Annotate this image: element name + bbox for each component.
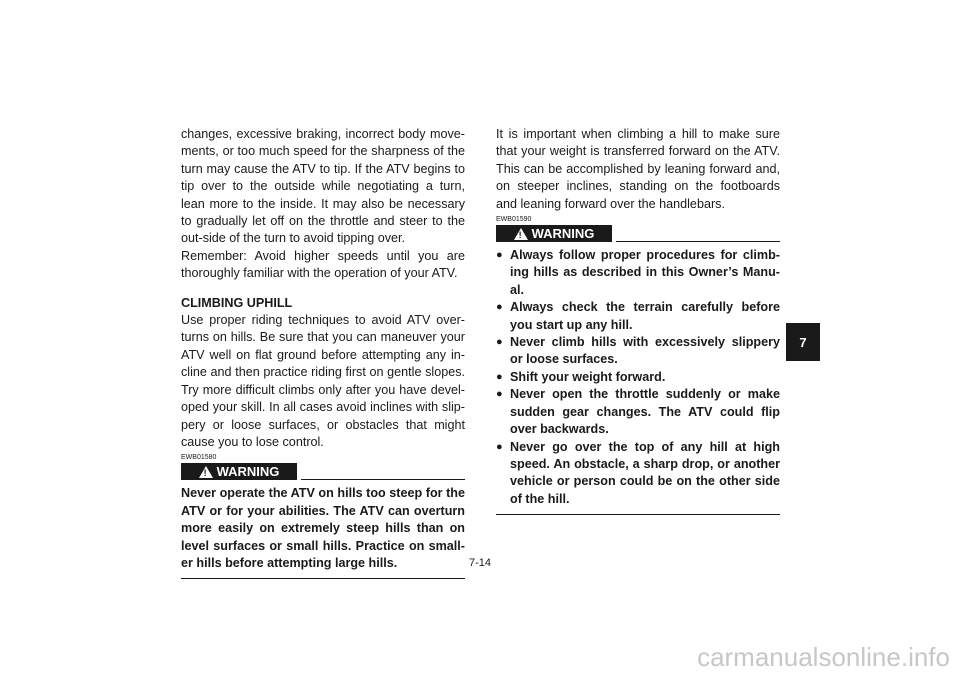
warning-code: EWB01590 — [496, 216, 532, 224]
left-column — [181, 126, 465, 579]
warning-rule — [616, 241, 780, 242]
warning-label: WARNING — [531, 226, 595, 242]
page-number: 7-14 — [468, 557, 492, 569]
warning-list — [496, 247, 780, 508]
watermark: carmanualsonline.info — [697, 642, 950, 672]
warning-code: EWB01580 — [181, 454, 217, 462]
warning-header — [181, 463, 465, 481]
warning-end-rule — [181, 578, 465, 579]
list-item: ● Never climb hills with excessively slippery or loose surfaces. — [496, 334, 780, 369]
climbing-paragraph: Use proper riding techniques to avoid ATV over-turns on hills. Be sure that you can maneuver your ATV well on flat ground before attempting any in-cline and then practice riding first on gentle slopes. Try more difficult climbs only after you have devel-oped your skill. In all cases avoid inclines with slip-pery or loose surfaces, or obstacles that might cause you to lose control. — [181, 313, 465, 449]
warning-badge — [496, 225, 612, 242]
list-item: ● Always check the terrain carefully before you start up any hill. — [496, 299, 780, 334]
list-item: ● Never open the throttle suddenly or make sudden gear changes. The ATV could flip over backwards. — [496, 386, 780, 438]
right-column — [496, 126, 780, 515]
warning-label: WARNING — [216, 464, 280, 480]
remember-paragraph: Remember: Avoid higher speeds until you are thoroughly familiar with the operation of your ATV. — [181, 248, 465, 281]
list-item: ● Always follow proper procedures for climb-ing hills as described in this Owner’s Manu-al. — [496, 247, 780, 299]
list-item: ● Never go over the top of any hill at high speed. An obstacle, a sharp drop, or another vehicle or person could be on the other side of the hill. — [496, 439, 780, 509]
warning-text: Never operate the ATV on hills too steep for the ATV or for your abilities. The ATV can overturn more easily on extremely steep hills than on level surfaces or small hills. Practice on small-er hills before attempting large hills. — [181, 486, 465, 570]
warning-rule — [301, 479, 465, 480]
weight-paragraph: It is important when climbing a hill to make sure that your weight is transferred forward on the ATV. This can be accomplished by leaning forward and, on steeper inclines, standing on the footboards and leaning forward over the handlebars. — [496, 127, 780, 211]
warning-triangle-icon: ! — [514, 228, 528, 240]
warning-header — [496, 225, 780, 243]
intro-paragraph: changes, excessive braking, incorrect body move-ments, or too much speed for the sharpness of the turn may cause the ATV to tip. If the ATV begins to tip over to the outside while negotiating a turn, lean more to the inside. It may also be necessary to gradually let off on the throttle and steer to the out-side of the turn to avoid tipping over. — [181, 127, 465, 246]
chapter-tab: 7 — [786, 323, 820, 361]
warning-end-rule — [496, 514, 780, 515]
list-item: ● Shift your weight forward. — [496, 369, 780, 386]
warning-badge — [181, 463, 297, 480]
warning-triangle-icon: ! — [199, 466, 213, 478]
section-heading: CLIMBING UPHILL — [181, 295, 293, 310]
